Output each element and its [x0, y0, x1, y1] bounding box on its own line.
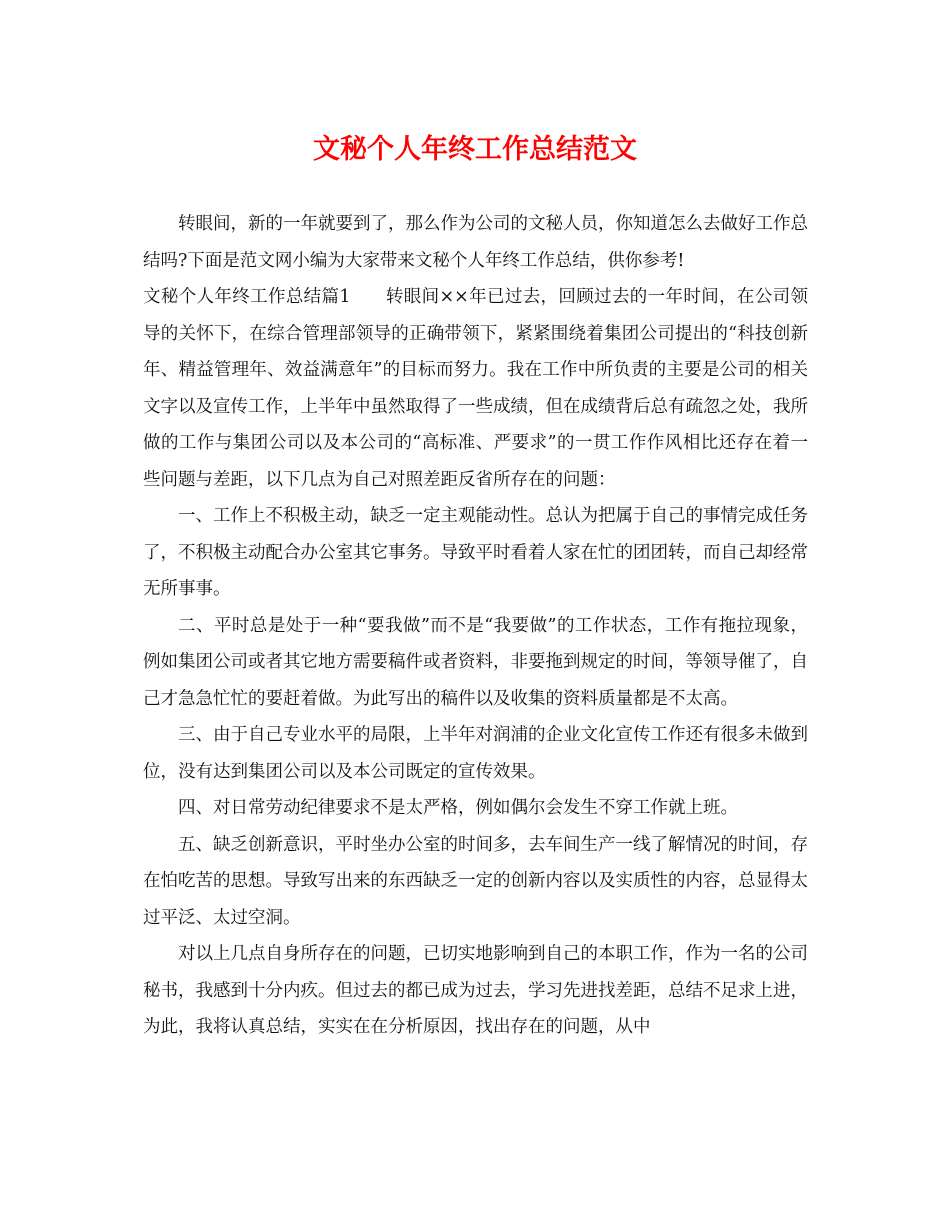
body-paragraph: 四、对日常劳动纪律要求不是太严格，例如偶尔会发生不穿工作就上班。 [178, 798, 738, 818]
document-title: 文秘个人年终工作总结范文 [313, 134, 637, 165]
section-first-paragraph-text: 转眼间××年已过去，回顾过去的一年时间，在公司领导的关怀下，在综合管理部领导的正确带领下，紧紧围绕着集团公司提出的“科技创新年、精益管理年、效益满意年”的目标而努力。我在工作中所负责的主要是公司的相关文字以及宣传工作，上半年中虽然取得了一些成绩，但在成绩背后总有疏忽之处，我所做的工作与集团公司以及本公司的“高标准、严要求”的一贯工作作风相比还存在着一些问题与差距，以下几点为自己对照差距反省所存在的问题： [143, 287, 808, 490]
section-heading: 文秘个人年终工作总结篇1 [143, 287, 351, 307]
section-paragraph [143, 279, 808, 498]
body-paragraph: 对以上几点自身所存在的问题，已切实地影响到自己的本职工作，作为一名的公司秘书，我感到十分内疚。但过去的都已成为过去，学习先进找差距，总结不足求上进，为此，我将认真总结，实实在在分析原因，找出存在的问题，从中 [143, 944, 808, 1037]
body-paragraph: 三、由于自己专业水平的局限，上半年对润浦的企业文化宣传工作还有很多未做到位，没有达到集团公司以及本公司既定的宣传效果。 [143, 725, 808, 782]
body-paragraph: 二、平时总是处于一种“要我做”而不是“我要做”的工作状态，工作有拖拉现象，例如集团公司或者其它地方需要稿件或者资料，非要拖到规定的时间，等领导催了，自己才急急忙忙的要赶着做。为此写出的稿件以及收集的资料质量都是不太高。 [143, 615, 808, 709]
body-paragraph: 一、工作上不积极主动，缺乏一定主观能动性。总认为把属于自己的事情完成任务了，不积极主动配合办公室其它事务。导致平时看着人家在忙的团团转，而自己却经常无所事事。 [143, 506, 808, 599]
intro-paragraph: 转眼间，新的一年就要到了，那么作为公司的文秘人员，你知道怎么去做好工作总结吗?下面是范文网小编为大家带来文秘个人年终工作总结，供你参考! [143, 214, 808, 271]
document-body [143, 206, 808, 1046]
body-paragraph: 五、缺乏创新意识，平时坐办公室的时间多，去车间生产一线了解情况的时间，存在怕吃苦的思想。导致写出来的东西缺乏一定的创新内容以及实质性的内容，总显得太过平泛、太过空洞。 [143, 834, 808, 928]
